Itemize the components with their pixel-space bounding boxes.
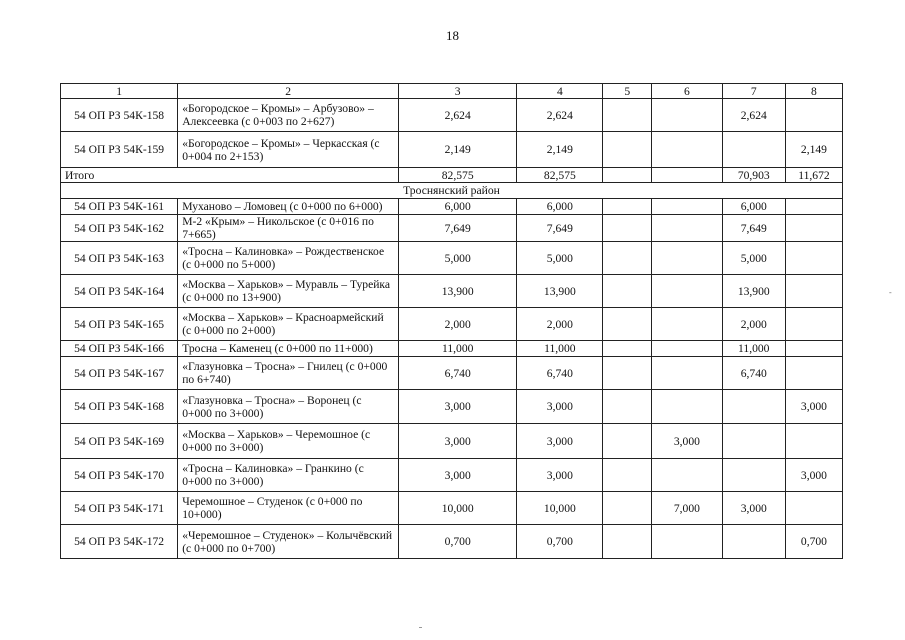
- table-row: [61, 199, 843, 215]
- cell-c7: 6,000: [722, 199, 785, 215]
- total-c6: [652, 168, 723, 183]
- cell-c8: [785, 492, 842, 525]
- cell-c8: [785, 99, 842, 132]
- cell-c6: [652, 199, 723, 215]
- cell-c6: [652, 99, 723, 132]
- header-cell-1: 1: [61, 84, 178, 99]
- table-row: [61, 215, 843, 242]
- cell-c7: 3,000: [722, 492, 785, 525]
- road-code: 54 ОП РЗ 54К-168: [61, 390, 178, 424]
- cell-c3: 11,000: [399, 341, 517, 357]
- cell-c7: [722, 132, 785, 168]
- cell-c5: [603, 357, 652, 390]
- cell-c5: [603, 275, 652, 308]
- cell-c4: 3,000: [517, 390, 603, 424]
- header-cell-3: 3: [399, 84, 517, 99]
- cell-c7: 7,649: [722, 215, 785, 242]
- margin-mark: -: [889, 288, 892, 297]
- cell-c7: 6,740: [722, 357, 785, 390]
- road-name: «Богородское – Кромы» – Арбузово» – Алексеевка (с 0+003 по 2+627): [178, 99, 399, 132]
- road-name: Тросна – Каменец (с 0+000 по 11+000): [178, 341, 399, 357]
- table-row: [61, 525, 843, 559]
- cell-c3: 6,000: [399, 199, 517, 215]
- cell-c4: 6,740: [517, 357, 603, 390]
- cell-c6: [652, 275, 723, 308]
- cell-c4: 2,000: [517, 308, 603, 341]
- cell-c5: [603, 215, 652, 242]
- total-c7: 70,903: [722, 168, 785, 183]
- cell-c6: [652, 242, 723, 275]
- total-row: [61, 168, 843, 183]
- total-c4: 82,575: [517, 168, 603, 183]
- cell-c4: 7,649: [517, 215, 603, 242]
- cell-c6: [652, 525, 723, 559]
- road-code: 54 ОП РЗ 54К-171: [61, 492, 178, 525]
- cell-c7: 5,000: [722, 242, 785, 275]
- total-c5: [603, 168, 652, 183]
- cell-c3: 0,700: [399, 525, 517, 559]
- cell-c3: 13,900: [399, 275, 517, 308]
- cell-c8: [785, 357, 842, 390]
- cell-c3: 3,000: [399, 390, 517, 424]
- road-name: «Черемошное – Студенок» – Колычёвский (с 0+000 по 0+700): [178, 525, 399, 559]
- section-row: [61, 183, 843, 199]
- road-name: «Глазуновка – Тросна» – Гнилец (с 0+000 по 6+740): [178, 357, 399, 390]
- road-code: 54 ОП РЗ 54К-165: [61, 308, 178, 341]
- cell-c4: 3,000: [517, 424, 603, 459]
- road-name: «Москва – Харьков» – Муравль – Турейка (с 0+000 по 13+900): [178, 275, 399, 308]
- cell-c4: 3,000: [517, 459, 603, 492]
- cell-c5: [603, 492, 652, 525]
- cell-c5: [603, 242, 652, 275]
- table-row: [61, 341, 843, 357]
- header-cell-5: 5: [603, 84, 652, 99]
- table-row: [61, 132, 843, 168]
- cell-c8: [785, 215, 842, 242]
- header-row: [61, 84, 843, 99]
- cell-c4: 5,000: [517, 242, 603, 275]
- total-label: Итого: [61, 168, 399, 183]
- cell-c8: [785, 308, 842, 341]
- road-code: 54 ОП РЗ 54К-158: [61, 99, 178, 132]
- total-c3: 82,575: [399, 168, 517, 183]
- cell-c6: 3,000: [652, 424, 723, 459]
- table-row: [61, 424, 843, 459]
- header-cell-8: 8: [785, 84, 842, 99]
- road-code: 54 ОП РЗ 54К-170: [61, 459, 178, 492]
- page-number: 18: [446, 28, 459, 43]
- cell-c5: [603, 308, 652, 341]
- table-row: [61, 357, 843, 390]
- cell-c3: 3,000: [399, 424, 517, 459]
- cell-c7: 13,900: [722, 275, 785, 308]
- road-name: Муханово – Ломовец (с 0+000 по 6+000): [178, 199, 399, 215]
- cell-c7: [722, 459, 785, 492]
- roads-table: [60, 83, 843, 559]
- road-code: 54 ОП РЗ 54К-167: [61, 357, 178, 390]
- cell-c8: 3,000: [785, 459, 842, 492]
- total-c8: 11,672: [785, 168, 842, 183]
- cell-c6: [652, 215, 723, 242]
- cell-c4: 2,624: [517, 99, 603, 132]
- cell-c8: 3,000: [785, 390, 842, 424]
- cell-c4: 0,700: [517, 525, 603, 559]
- cell-c5: [603, 390, 652, 424]
- table-row: [61, 99, 843, 132]
- road-name: «Глазуновка – Тросна» – Воронец (с 0+000 по 3+000): [178, 390, 399, 424]
- header-cell-7: 7: [722, 84, 785, 99]
- cell-c4: 11,000: [517, 341, 603, 357]
- cell-c7: [722, 525, 785, 559]
- cell-c5: [603, 525, 652, 559]
- road-name: «Москва – Харьков» – Красноармейский (с 0+000 по 2+000): [178, 308, 399, 341]
- road-code: 54 ОП РЗ 54К-162: [61, 215, 178, 242]
- cell-c3: 2,149: [399, 132, 517, 168]
- cell-c5: [603, 99, 652, 132]
- road-name: «Москва – Харьков» – Черемошное (с 0+000 по 3+000): [178, 424, 399, 459]
- cell-c8: [785, 424, 842, 459]
- road-name: Черемошное – Студенок (с 0+000 по 10+000): [178, 492, 399, 525]
- cell-c6: 7,000: [652, 492, 723, 525]
- table-row: [61, 242, 843, 275]
- table-body: [61, 84, 843, 559]
- table-row: [61, 308, 843, 341]
- road-name: М-2 «Крым» – Никольское (с 0+016 по 7+665): [178, 215, 399, 242]
- cell-c8: [785, 199, 842, 215]
- cell-c3: 2,624: [399, 99, 517, 132]
- header-cell-4: 4: [517, 84, 603, 99]
- cell-c4: 13,900: [517, 275, 603, 308]
- table-row: [61, 390, 843, 424]
- cell-c6: [652, 341, 723, 357]
- cell-c6: [652, 357, 723, 390]
- cell-c4: 2,149: [517, 132, 603, 168]
- cell-c4: 6,000: [517, 199, 603, 215]
- header-cell-2: 2: [178, 84, 399, 99]
- cell-c3: 10,000: [399, 492, 517, 525]
- road-code: 54 ОП РЗ 54К-163: [61, 242, 178, 275]
- table-row: [61, 492, 843, 525]
- cell-c3: 2,000: [399, 308, 517, 341]
- cell-c8: 2,149: [785, 132, 842, 168]
- cell-c7: 11,000: [722, 341, 785, 357]
- cell-c5: [603, 424, 652, 459]
- header-cell-6: 6: [652, 84, 723, 99]
- cell-c5: [603, 199, 652, 215]
- cell-c7: [722, 424, 785, 459]
- road-name: «Богородское – Кромы» – Черкасская (с 0+004 по 2+153): [178, 132, 399, 168]
- road-name: «Тросна – Калиновка» – Гранкино (с 0+000 по 3+000): [178, 459, 399, 492]
- scan-speck: [419, 627, 422, 628]
- cell-c3: 5,000: [399, 242, 517, 275]
- table-row: [61, 275, 843, 308]
- cell-c8: 0,700: [785, 525, 842, 559]
- table-row: [61, 459, 843, 492]
- cell-c4: 10,000: [517, 492, 603, 525]
- cell-c3: 7,649: [399, 215, 517, 242]
- road-code: 54 ОП РЗ 54К-172: [61, 525, 178, 559]
- cell-c8: [785, 341, 842, 357]
- cell-c7: 2,000: [722, 308, 785, 341]
- road-code: 54 ОП РЗ 54К-159: [61, 132, 178, 168]
- cell-c6: [652, 132, 723, 168]
- cell-c6: [652, 459, 723, 492]
- cell-c8: [785, 242, 842, 275]
- cell-c5: [603, 341, 652, 357]
- road-name: «Тросна – Калиновка» – Рождественское (с 0+000 по 5+000): [178, 242, 399, 275]
- cell-c7: 2,624: [722, 99, 785, 132]
- cell-c3: 6,740: [399, 357, 517, 390]
- road-code: 54 ОП РЗ 54К-161: [61, 199, 178, 215]
- cell-c3: 3,000: [399, 459, 517, 492]
- cell-c6: [652, 390, 723, 424]
- road-code: 54 ОП РЗ 54К-169: [61, 424, 178, 459]
- cell-c8: [785, 275, 842, 308]
- road-code: 54 ОП РЗ 54К-166: [61, 341, 178, 357]
- cell-c7: [722, 390, 785, 424]
- cell-c5: [603, 459, 652, 492]
- cell-c5: [603, 132, 652, 168]
- road-code: 54 ОП РЗ 54К-164: [61, 275, 178, 308]
- cell-c6: [652, 308, 723, 341]
- section-title: Троснянский район: [61, 183, 843, 199]
